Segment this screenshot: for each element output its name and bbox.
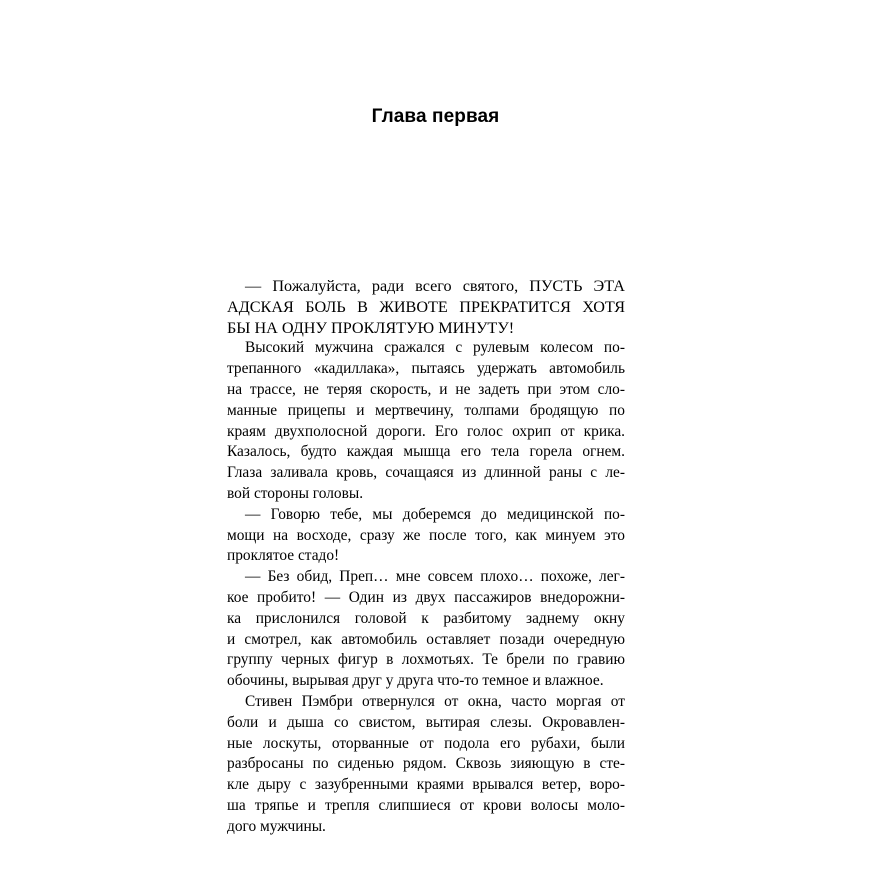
text-line: ные лоскуты, оторванные от подола его рубахи, были [227, 734, 625, 752]
text-line: на трассе, не теряя скорость, и не задеть при этом сло- [227, 380, 625, 398]
text-line: Стивен Пэмбри отвернулся от окна, часто моргая от [245, 692, 625, 710]
text-line: боли и дыша со свистом, вытирая слезы. Окровавлен- [227, 713, 625, 731]
text-line: Глаза заливала кровь, сочащаяся из длинной раны с ле- [227, 464, 625, 482]
text-line: ша тряпье и трепля слипшиеся от крови волосы моло- [227, 796, 625, 814]
text-line: Казалось, будто каждая мышца его тела горела огнем. [227, 443, 625, 461]
text-line: кле дыру с зазубренными краями врывался ветер, воро- [227, 776, 625, 794]
body-text [227, 276, 625, 838]
text-line: кое пробито! — Один из двух пассажиров внедорожни- [227, 588, 625, 606]
text-line: — Пожалуйста, ради всего святого, ПУСТЬ ЭТА [245, 277, 625, 295]
text-line: ка прислонился головой к разбитому заднему окну [227, 609, 625, 627]
text-line: АДСКАЯ БОЛЬ В ЖИВОТЕ ПРЕКРАТИТСЯ ХОТЯ [227, 297, 625, 316]
text-line: — Говорю тебе, мы доберемся до медицинской по- [245, 505, 625, 523]
text-line: — Без обид, Преп… мне совсем плохо… похоже, лег- [245, 568, 625, 586]
chapter-title: Глава первая [371, 106, 500, 127]
text-line: краям двухполосной дороги. Его голос охрип от крика. [227, 422, 625, 440]
text-line: мощи на восходе, сразу же после того, как минуем это [227, 526, 625, 544]
text-line: и смотрел, как автомобиль оставляет позади очередную [227, 630, 625, 648]
text-line: вой стороны головы. [227, 484, 364, 502]
text-line: разбросаны по сиденью рядом. Сквозь зияющую в сте- [227, 755, 625, 773]
text-line: группу черных фигур в лохмотьях. Те брели по гравию [227, 651, 625, 669]
text-line: дого мужчины. [227, 817, 326, 835]
text-line: проклятое стадо! [227, 547, 340, 565]
text-line: обочины, вырывая друг у друга что-то темное и влажное. [227, 672, 604, 690]
text-line: манные прицепы и мертвечину, толпами бродящую по [227, 401, 625, 419]
text-line: Высокий мужчина сражался с рулевым колесом по- [245, 339, 625, 357]
text-line: БЫ НА ОДНУ ПРОКЛЯТУЮ МИНУТУ! [227, 318, 515, 337]
text-line: трепанного «кадиллака», пытаясь удержать автомобиль [227, 360, 625, 378]
